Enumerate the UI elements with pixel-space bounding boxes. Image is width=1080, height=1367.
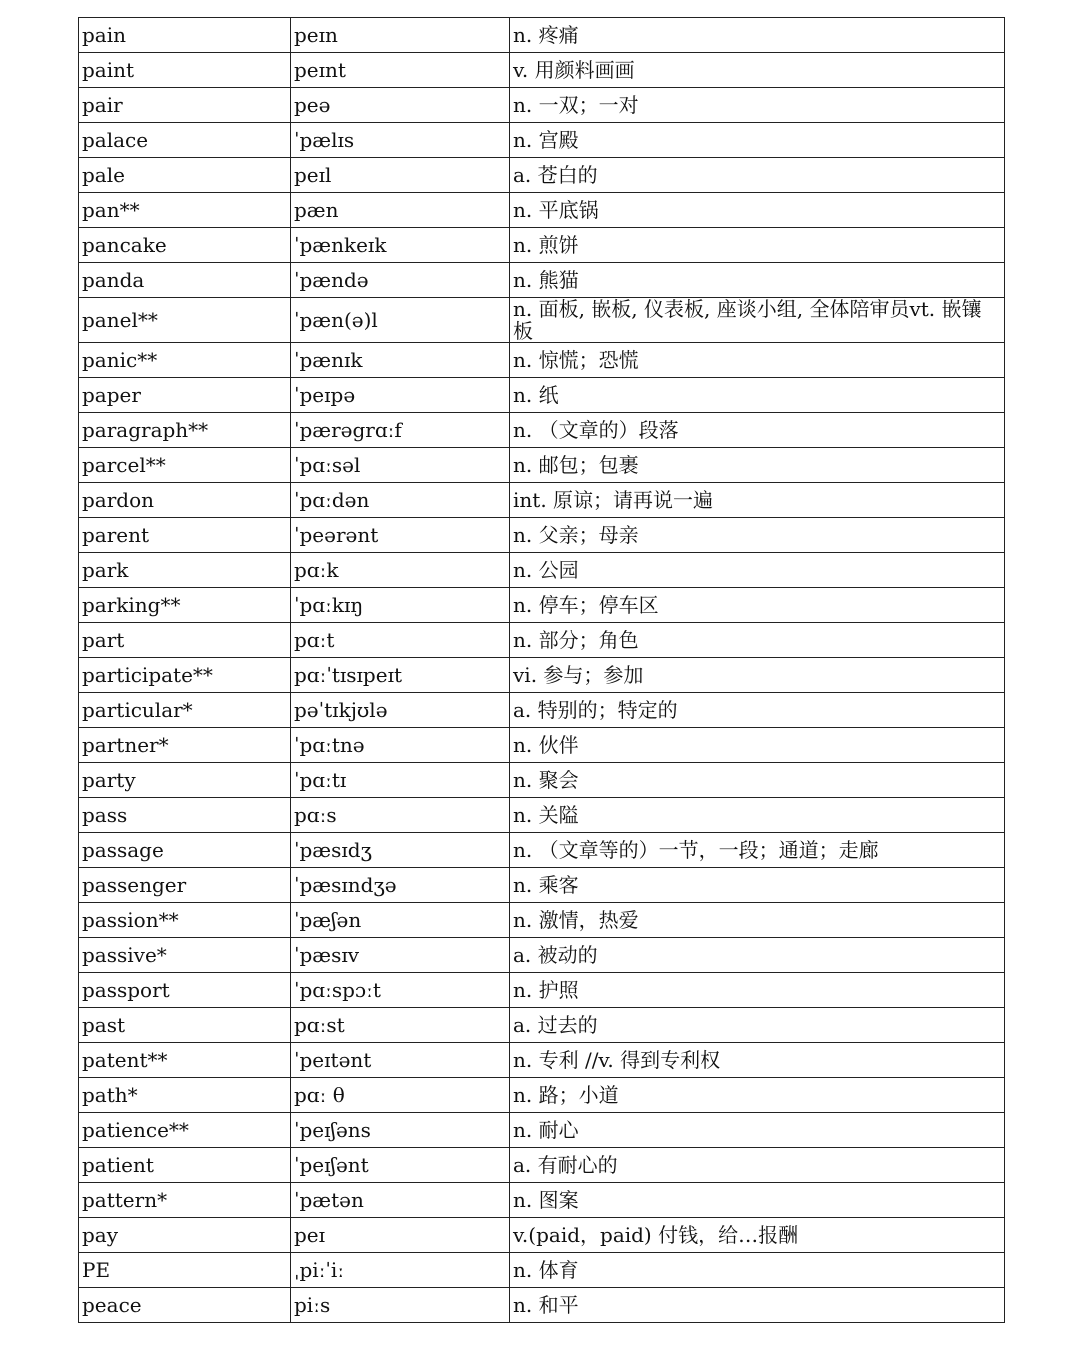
table-row xyxy=(79,693,1005,728)
definition-cell: a. 特别的；特定的 xyxy=(510,693,1005,728)
word-cell: panic** xyxy=(79,343,291,378)
word-cell: past xyxy=(79,1008,291,1043)
phonetic-cell: pɑː θ xyxy=(291,1078,510,1113)
definition-cell: n. 激情，热爱 xyxy=(510,903,1005,938)
word-cell: part xyxy=(79,623,291,658)
definition-cell: a. 有耐心的 xyxy=(510,1148,1005,1183)
definition-cell: n. 和平 xyxy=(510,1288,1005,1323)
word-cell: path* xyxy=(79,1078,291,1113)
word-cell: panda xyxy=(79,263,291,298)
definition-cell: n. 疼痛 xyxy=(510,18,1005,53)
phonetic-cell: pɑːst xyxy=(291,1008,510,1043)
definition-cell: n. 图案 xyxy=(510,1183,1005,1218)
phonetic-cell: ˈpeɪtənt xyxy=(291,1043,510,1078)
phonetic-cell: ˈpɑːdən xyxy=(291,483,510,518)
definition-cell: n. 乘客 xyxy=(510,868,1005,903)
table-row xyxy=(79,868,1005,903)
word-cell: parent xyxy=(79,518,291,553)
table-row xyxy=(79,298,1005,343)
definition-cell: a. 苍白的 xyxy=(510,158,1005,193)
word-cell: passport xyxy=(79,973,291,1008)
table-row xyxy=(79,483,1005,518)
table-row xyxy=(79,193,1005,228)
phonetic-cell: ˈpæn(ə)l xyxy=(291,298,510,343)
table-row xyxy=(79,1253,1005,1288)
definition-cell: n. 耐心 xyxy=(510,1113,1005,1148)
definition-cell: a. 过去的 xyxy=(510,1008,1005,1043)
phonetic-cell: ˈpɑːsəl xyxy=(291,448,510,483)
word-cell: PE xyxy=(79,1253,291,1288)
phonetic-cell: pæn xyxy=(291,193,510,228)
table-row xyxy=(79,623,1005,658)
table-row xyxy=(79,1183,1005,1218)
phonetic-cell: peə xyxy=(291,88,510,123)
definition-cell: n. 宫殿 xyxy=(510,123,1005,158)
word-cell: paint xyxy=(79,53,291,88)
phonetic-cell: peɪl xyxy=(291,158,510,193)
word-cell: pattern* xyxy=(79,1183,291,1218)
word-cell: palace xyxy=(79,123,291,158)
table-row xyxy=(79,228,1005,263)
definition-cell: v. 用颜料画画 xyxy=(510,53,1005,88)
table-row xyxy=(79,658,1005,693)
vocabulary-table-body xyxy=(79,18,1005,1323)
table-row xyxy=(79,413,1005,448)
table-row xyxy=(79,158,1005,193)
phonetic-cell: pɑːk xyxy=(291,553,510,588)
table-row xyxy=(79,53,1005,88)
definition-cell: n. （文章的）段落 xyxy=(510,413,1005,448)
table-row xyxy=(79,448,1005,483)
table-row xyxy=(79,763,1005,798)
definition-cell: n. 伙伴 xyxy=(510,728,1005,763)
table-row xyxy=(79,903,1005,938)
phonetic-cell: ˈpɑːkɪŋ xyxy=(291,588,510,623)
definition-cell: int. 原谅；请再说一遍 xyxy=(510,483,1005,518)
word-cell: pass xyxy=(79,798,291,833)
word-cell: paper xyxy=(79,378,291,413)
definition-cell: n. 惊慌；恐慌 xyxy=(510,343,1005,378)
table-row xyxy=(79,263,1005,298)
definition-cell: n. 熊猫 xyxy=(510,263,1005,298)
phonetic-cell: pɑːt xyxy=(291,623,510,658)
word-cell: parking** xyxy=(79,588,291,623)
definition-cell: a. 被动的 xyxy=(510,938,1005,973)
phonetic-cell: ˈpeərənt xyxy=(291,518,510,553)
table-row xyxy=(79,123,1005,158)
word-cell: patience** xyxy=(79,1113,291,1148)
phonetic-cell: ˈpeɪʃənt xyxy=(291,1148,510,1183)
table-row xyxy=(79,518,1005,553)
phonetic-cell: peɪn xyxy=(291,18,510,53)
phonetic-cell: ˈpæsɪv xyxy=(291,938,510,973)
definition-cell: n. 体育 xyxy=(510,1253,1005,1288)
table-row xyxy=(79,343,1005,378)
word-cell: patient xyxy=(79,1148,291,1183)
phonetic-cell: ˈpæsɪndʒə xyxy=(291,868,510,903)
phonetic-cell: ˈpæsɪdʒ xyxy=(291,833,510,868)
table-row xyxy=(79,1113,1005,1148)
table-row xyxy=(79,1148,1005,1183)
word-cell: paragraph** xyxy=(79,413,291,448)
word-cell: pan** xyxy=(79,193,291,228)
phonetic-cell: ˈpænkeɪk xyxy=(291,228,510,263)
word-cell: party xyxy=(79,763,291,798)
table-row xyxy=(79,588,1005,623)
word-cell: pay xyxy=(79,1218,291,1253)
definition-cell: n. 公园 xyxy=(510,553,1005,588)
definition-cell: v.(paid，paid) 付钱，给…报酬 xyxy=(510,1218,1005,1253)
phonetic-cell: ˈpætən xyxy=(291,1183,510,1218)
table-row xyxy=(79,1008,1005,1043)
word-cell: pancake xyxy=(79,228,291,263)
definition-cell: n. 部分；角色 xyxy=(510,623,1005,658)
phonetic-cell: ˈpɑːtnə xyxy=(291,728,510,763)
table-row xyxy=(79,18,1005,53)
phonetic-cell: peɪ xyxy=(291,1218,510,1253)
phonetic-cell: piːs xyxy=(291,1288,510,1323)
definition-cell: n. 聚会 xyxy=(510,763,1005,798)
table-row xyxy=(79,1078,1005,1113)
phonetic-cell: ˈpændə xyxy=(291,263,510,298)
phonetic-cell: ˈpælɪs xyxy=(291,123,510,158)
definition-cell: n. 路；小道 xyxy=(510,1078,1005,1113)
word-cell: panel** xyxy=(79,298,291,343)
word-cell: pain xyxy=(79,18,291,53)
phonetic-cell: ˈpeɪʃəns xyxy=(291,1113,510,1148)
word-cell: passenger xyxy=(79,868,291,903)
definition-cell: n. 煎饼 xyxy=(510,228,1005,263)
table-row xyxy=(79,833,1005,868)
word-cell: passion** xyxy=(79,903,291,938)
word-cell: passage xyxy=(79,833,291,868)
phonetic-cell: ˈpærəgrɑːf xyxy=(291,413,510,448)
definition-cell: n. 专利 //v. 得到专利权 xyxy=(510,1043,1005,1078)
phonetic-cell: ˈpænɪk xyxy=(291,343,510,378)
phonetic-cell: ˌpiːˈiː xyxy=(291,1253,510,1288)
phonetic-cell: ˈpæʃən xyxy=(291,903,510,938)
definition-cell: n. 一双；一对 xyxy=(510,88,1005,123)
definition-cell: n. 关隘 xyxy=(510,798,1005,833)
table-row xyxy=(79,88,1005,123)
table-row xyxy=(79,1288,1005,1323)
word-cell: particular* xyxy=(79,693,291,728)
definition-cell: n. 平底锅 xyxy=(510,193,1005,228)
table-row xyxy=(79,798,1005,833)
phonetic-cell: pɑːˈtɪsɪpeɪt xyxy=(291,658,510,693)
table-row xyxy=(79,728,1005,763)
word-cell: parcel** xyxy=(79,448,291,483)
table-row xyxy=(79,1218,1005,1253)
word-cell: pardon xyxy=(79,483,291,518)
phonetic-cell: ˈpeɪpə xyxy=(291,378,510,413)
definition-cell: n. 停车；停车区 xyxy=(510,588,1005,623)
phonetic-cell: pɑːs xyxy=(291,798,510,833)
table-row xyxy=(79,378,1005,413)
phonetic-cell: peɪnt xyxy=(291,53,510,88)
phonetic-cell: ˈpɑːspɔːt xyxy=(291,973,510,1008)
word-cell: pair xyxy=(79,88,291,123)
definition-cell: vi. 参与；参加 xyxy=(510,658,1005,693)
vocabulary-table xyxy=(78,17,1005,1323)
word-cell: patent** xyxy=(79,1043,291,1078)
table-row xyxy=(79,938,1005,973)
definition-cell: n. 护照 xyxy=(510,973,1005,1008)
definition-cell: n. 面板, 嵌板, 仪表板, 座谈小组, 全体陪审员vt. 嵌镶板 xyxy=(510,298,1005,343)
word-cell: peace xyxy=(79,1288,291,1323)
word-cell: park xyxy=(79,553,291,588)
phonetic-cell: ˈpɑːtɪ xyxy=(291,763,510,798)
definition-cell: n. （文章等的）一节，一段；通道；走廊 xyxy=(510,833,1005,868)
table-row xyxy=(79,1043,1005,1078)
word-cell: pale xyxy=(79,158,291,193)
word-cell: partner* xyxy=(79,728,291,763)
definition-cell: n. 纸 xyxy=(510,378,1005,413)
word-cell: participate** xyxy=(79,658,291,693)
phonetic-cell: pəˈtɪkjʊlə xyxy=(291,693,510,728)
table-row xyxy=(79,973,1005,1008)
table-row xyxy=(79,553,1005,588)
word-cell: passive* xyxy=(79,938,291,973)
definition-cell: n. 父亲；母亲 xyxy=(510,518,1005,553)
definition-cell: n. 邮包；包裹 xyxy=(510,448,1005,483)
